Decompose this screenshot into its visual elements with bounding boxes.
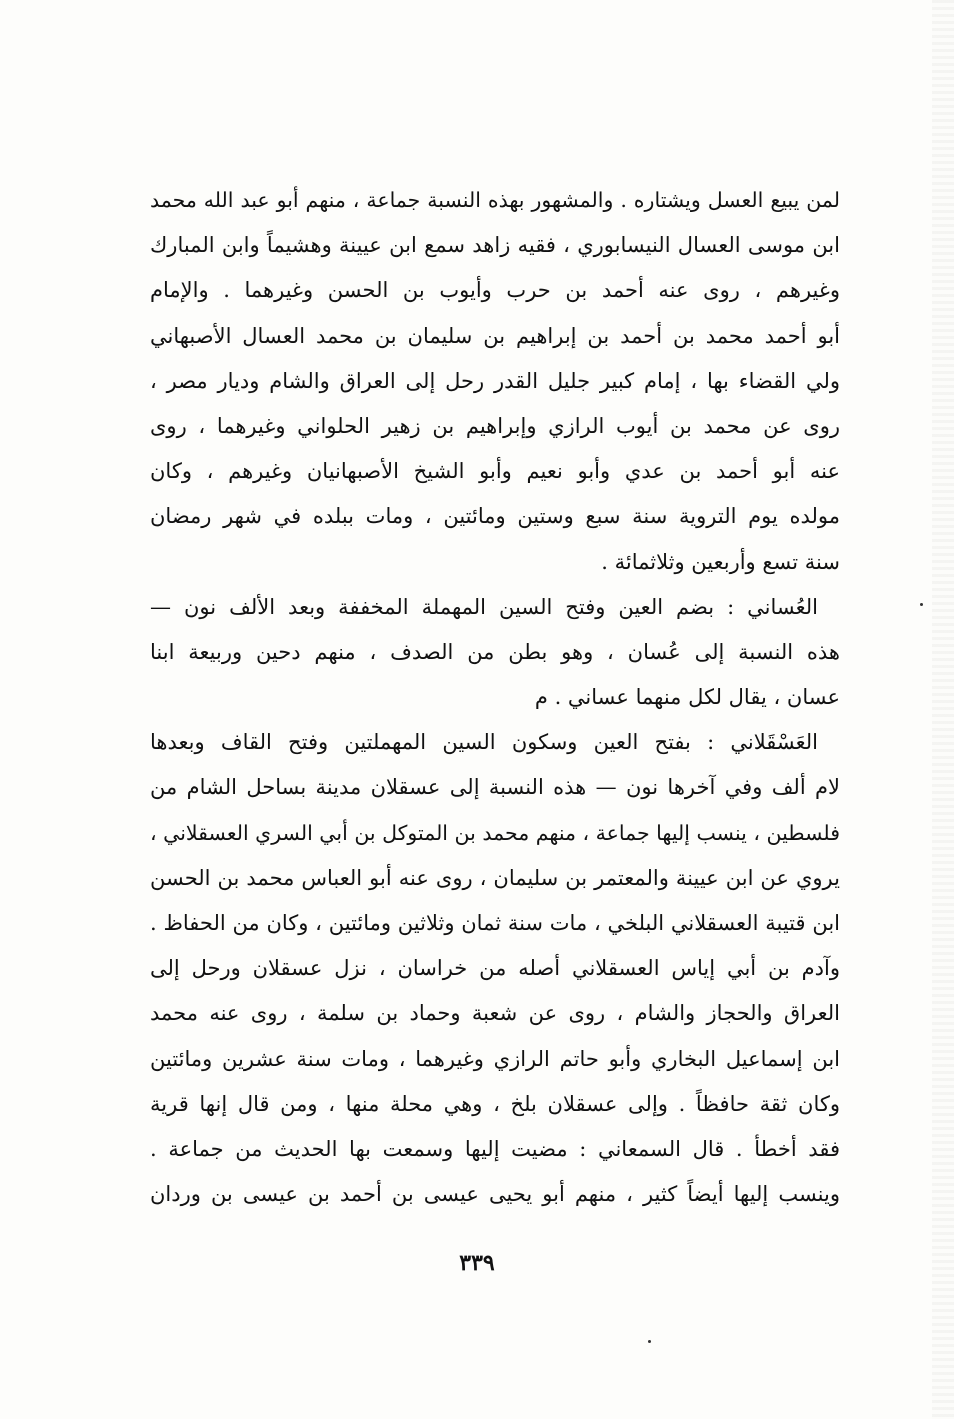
text-line: روى عن محمد بن أيوب الرازي وإبراهيم بن زهير الحلواني وغيرهما ، روى — [150, 413, 840, 438]
text-line: وغيرهم ، روى عنه أحمد بن حرب وأيوب بن الحسن وغيرهما . والإمام — [150, 278, 840, 303]
text-line: ابن إسماعيل البخاري وأبو حاتم الرازي وغيرهما ، ومات سنة عشرين ومائتين — [150, 1046, 840, 1071]
text-line: وكان ثقة حافظاً . وإلى عسقلان بلخ ، وهي محلة منها ، ومن قال إنها قرية — [150, 1091, 840, 1116]
entry-heading-line: العُساني : بضم العين وفتح السين المهملة المخففة وبعد الألف نون — — [150, 594, 818, 619]
ink-speck — [920, 603, 923, 606]
entry-heading-line: العَسْقَلاني : بفتح العين وسكون السين المهملتين وفتح القاف وبعدها — [150, 730, 818, 755]
text-line: ابن قتيبة العسقلاني البلخي ، مات سنة ثمان وثلاثين ومائتين ، وكان من الحفاظ . — [150, 911, 840, 935]
text-line: عنه أبو أحمد بن عدي وأبو نعيم وأبو الشيخ الأصبهانيان وغيرهم ، وكان — [150, 459, 840, 484]
text-line: مولده يوم التروية سنة سبع وستين ومائتين ، ومات ببلده في شهر رمضان — [150, 504, 840, 529]
main-text — [150, 178, 840, 1217]
text-line: عسان ، يقال لكل منهما عساني . م — [534, 685, 840, 710]
text-line: أبو أحمد محمد بن أحمد بن إبراهيم بن سليمان بن محمد العسال الأصبهاني — [150, 323, 840, 348]
text-line: ابن موسى العسال النيسابوري ، فقيه زاهد سمع ابن عيينة وهشيماً وابن المبارك — [150, 233, 840, 258]
ink-speck — [648, 1340, 651, 1343]
text-line: وآدم بن أبي إياس العسقلاني أصله من خراسان ، نزل عسقلان ورحل إلى — [150, 956, 840, 981]
page-edge-texture — [932, 0, 954, 1419]
text-line: سنة تسع وأربعين وثلاثمائة . — [601, 549, 840, 574]
text-line: هذه النسبة إلى عُسان ، وهو بطن من الصدف ، منهم دحين وربيعة ابنا — [150, 639, 840, 664]
text-line: لام ألف وفي آخرها نون — هذه النسبة إلى عسقلان مدينة بساحل الشام من — [150, 775, 840, 800]
text-line: فقد أخطأ . قال السمعاني : مضيت إليها وسمعت بها الحديث من جماعة . — [150, 1136, 840, 1161]
text-line: يروي عن ابن عيينة والمعتمر بن سليمان ، روى عنه أبو العباس محمد بن الحسن — [150, 865, 840, 890]
page-number: ٣٣٩ — [459, 1250, 495, 1276]
text-line: فلسطين ، ينسب إليها جماعة ، منهم محمد بن المتوكل بن أبي السري العسقلاني ، — [150, 820, 840, 845]
text-line: ولي القضاء بها ، إمام كبير جليل القدر رحل إلى العراق والشام وديار مصر ، — [150, 368, 840, 393]
text-line: لمن يبيع العسل ويشتاره . والمشهور بهذه النسبة جماعة ، منهم أبو عبد الله محمد — [150, 188, 840, 212]
text-line: العراق والحجاز والشام ، روى عن شعبة وحماد بن سلمة ، روى عنه محمد — [150, 1001, 840, 1026]
text-line: وينسب إليها أيضاً كثير ، منهم أبو يحيى عيسى بن أحمد بن عيسى بن وردان — [150, 1182, 840, 1207]
